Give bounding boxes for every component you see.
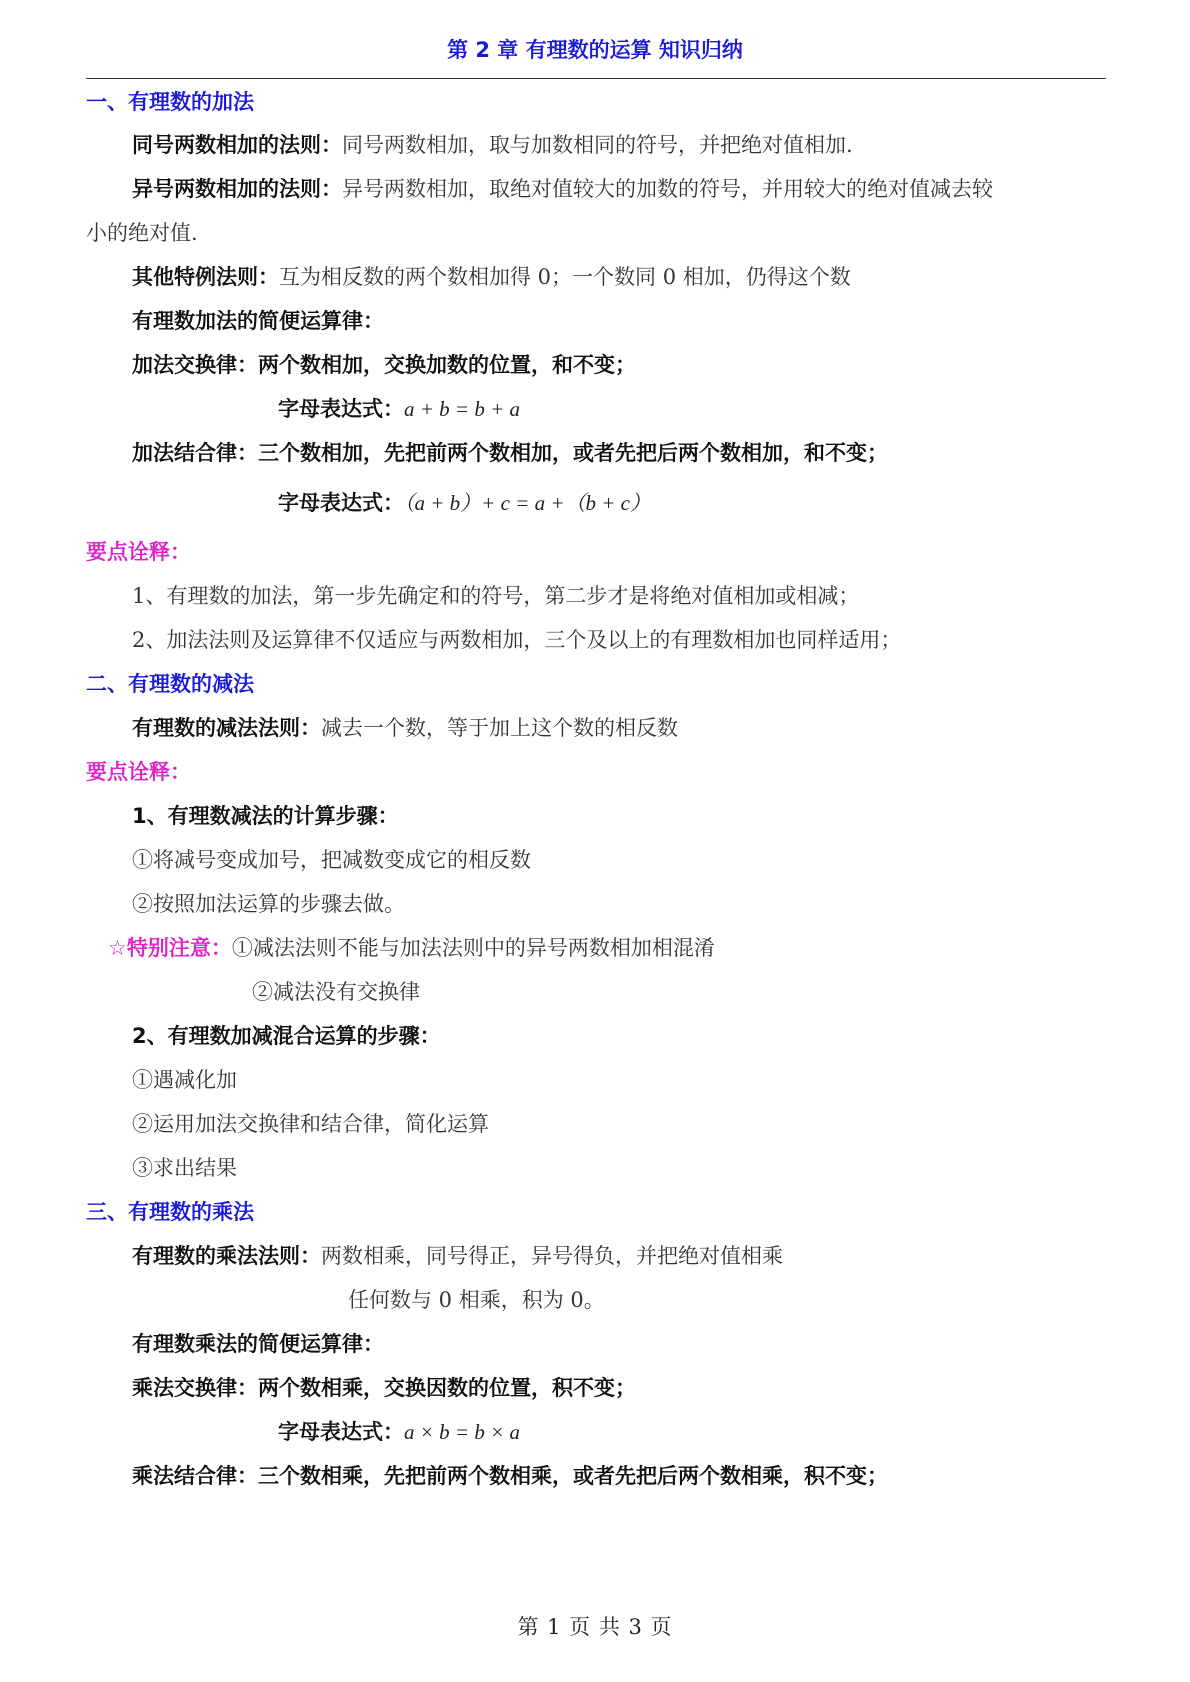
multiplication-laws-heading: 有理数乘法的简便运算律： <box>132 1332 384 1356</box>
rule-text: 互为相反数的两个数相加得 0；一个数同 0 相加，仍得这个数 <box>279 265 851 289</box>
rule-text: 两数相乘，同号得正，异号得负，并把绝对值相乘 <box>321 1244 783 1268</box>
law-label: 乘法结合律： <box>132 1464 258 1488</box>
subtraction-steps-heading: 1、有理数减法的计算步骤： <box>132 804 399 828</box>
special-note-text: ①减法法则不能与加法法则中的异号两数相加相混淆 <box>231 936 715 960</box>
multiplication-commutative-law <box>132 1373 1106 1403</box>
key-point-1: 1、有理数的加法，第一步先确定和的符号，第二步才是将绝对值相加或相减； <box>132 584 860 608</box>
formula: （a + b）+ c = a +（b + c） <box>404 491 651 515</box>
addition-commutative-formula <box>278 394 1106 424</box>
formula-label: 字母表达式： <box>278 1420 404 1444</box>
rule-multiplication-zero: 任何数与 0 相乘，积为 0。 <box>348 1288 605 1312</box>
rule-special-cases <box>132 262 1106 292</box>
addition-laws-heading: 有理数加法的简便运算律： <box>132 309 384 333</box>
rule-multiplication <box>132 1241 1106 1271</box>
key-point-2: 2、加法法则及运算律不仅适应与两数相加，三个及以上的有理数相加也同样适用； <box>132 628 902 652</box>
rule-label: 有理数的减法法则： <box>132 716 321 740</box>
section-heading-addition: 一、有理数的加法 <box>86 90 254 114</box>
key-points-heading: 要点诠释： <box>86 760 191 784</box>
addition-associative-formula <box>278 488 1106 518</box>
formula-label: 字母表达式： <box>278 491 404 515</box>
rule-label: 其他特例法则： <box>132 265 279 289</box>
addition-commutative-law <box>132 350 1106 380</box>
rule-different-sign-continued: 小的绝对值. <box>86 221 198 245</box>
formula: a + b = b + a <box>404 397 521 421</box>
mixed-step-1: ①遇减化加 <box>132 1068 237 1092</box>
section-heading-multiplication: 三、有理数的乘法 <box>86 1200 254 1224</box>
special-note <box>108 933 1106 963</box>
multiplication-associative-law <box>132 1461 1106 1491</box>
mixed-steps-heading: 2、有理数加减混合运算的步骤： <box>132 1024 441 1048</box>
subtraction-step-1: ①将减号变成加号，把减数变成它的相反数 <box>132 848 531 872</box>
formula-label: 字母表达式： <box>278 397 404 421</box>
mixed-step-2: ②运用加法交换律和结合律，简化运算 <box>132 1112 489 1136</box>
law-text: 三个数相加，先把前两个数相加，或者先把后两个数相加，和不变； <box>258 441 888 465</box>
law-text: 三个数相乘，先把前两个数相乘，或者先把后两个数相乘，积不变； <box>258 1464 888 1488</box>
rule-different-sign <box>132 174 1106 204</box>
subtraction-step-2: ②按照加法运算的步骤去做。 <box>132 892 405 916</box>
rule-text: 同号两数相加，取与加数相同的符号，并把绝对值相加. <box>342 133 853 157</box>
rule-label: 异号两数相加的法则： <box>132 177 342 201</box>
rule-label: 有理数的乘法法则： <box>132 1244 321 1268</box>
rule-text: 减去一个数，等于加上这个数的相反数 <box>321 716 678 740</box>
formula: a × b = b × a <box>404 1420 521 1444</box>
special-note-label: ☆特别注意： <box>108 936 232 960</box>
rule-text: 异号两数相加，取绝对值较大的加数的符号，并用较大的绝对值减去较 <box>342 177 993 201</box>
addition-associative-law <box>132 438 1106 468</box>
multiplication-commutative-formula <box>278 1417 1106 1447</box>
special-note-2: ②减法没有交换律 <box>252 980 420 1004</box>
mixed-step-3: ③求出结果 <box>132 1156 237 1180</box>
section-heading-subtraction: 二、有理数的减法 <box>86 672 254 696</box>
law-label: 加法结合律： <box>132 441 258 465</box>
page-title: 第 2 章 有理数的运算 知识归纳 <box>447 38 743 62</box>
header-rule <box>86 78 1106 79</box>
law-label: 加法交换律： <box>132 353 258 377</box>
law-text: 两个数相加，交换加数的位置，和不变； <box>258 353 636 377</box>
law-label: 乘法交换律： <box>132 1376 258 1400</box>
rule-same-sign <box>132 130 1106 160</box>
page-number-footer: 第 1 页 共 3 页 <box>517 1615 673 1639</box>
key-points-heading: 要点诠释： <box>86 540 191 564</box>
rule-label: 同号两数相加的法则： <box>132 133 342 157</box>
rule-subtraction <box>132 713 1106 743</box>
law-text: 两个数相乘，交换因数的位置，积不变； <box>258 1376 636 1400</box>
